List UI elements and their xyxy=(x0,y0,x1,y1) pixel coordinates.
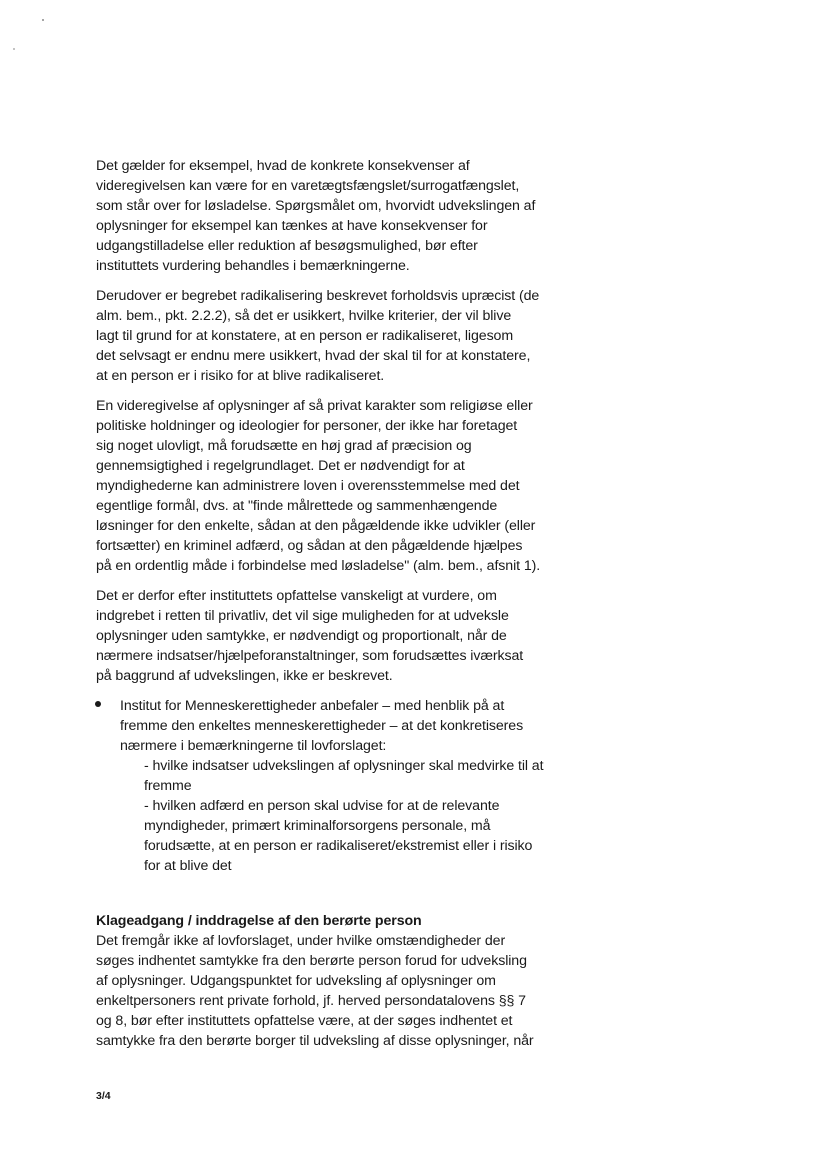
text-line: samtykke fra den berørte borger til udveksling af disse oplysninger, når xyxy=(96,1033,534,1049)
text-line: fremme den enkeltes menneskerettigheder – at det konkretiseres xyxy=(120,718,524,734)
page-number: 3/4 xyxy=(96,1090,111,1102)
body-text xyxy=(96,156,576,876)
text-line: videregivelsen kan være for en varetægtsfængslet/surrogatfængslet, xyxy=(96,178,520,194)
text-line: på baggrund af udvekslingen, ikke er beskrevet. xyxy=(96,668,393,684)
text-line: sig noget ulovligt, må forudsætte en høj grad af præcision og xyxy=(96,438,472,454)
bullet-icon xyxy=(95,701,101,707)
text-line: gennemsigtighed i regelgrundlaget. Det er nødvendigt for at xyxy=(96,458,465,474)
text-line: søges indhentet samtykke fra den berørte person forud for udveksling xyxy=(96,953,527,969)
text-line: lagt til grund for at konstatere, at en person er radikaliseret, ligesom xyxy=(96,328,514,344)
text-line: for at blive det xyxy=(144,858,232,874)
scan-speck xyxy=(13,48,15,50)
text-line: instituttets vurdering behandles i bemærkningerne. xyxy=(96,258,410,274)
text-line: myndighederne kan administrere loven i overensstemmelse med det xyxy=(96,478,520,494)
text-line: oplysninger for eksempel kan tænkes at have konsekvenser for xyxy=(96,218,488,234)
text-line: oplysninger uden samtykke, er nødvendigt og proportionalt, når de xyxy=(96,628,507,644)
recommendation-sub-items xyxy=(144,756,576,876)
text-line: - hvilken adfærd en person skal udvise for at de relevante xyxy=(144,798,500,814)
paragraph-privacy xyxy=(96,586,576,686)
text-line: fortsætter) en kriminel adfærd, og sådan at den pågældende hjælpes xyxy=(96,538,523,554)
text-line: Det er derfor efter instituttets opfattelse vanskeligt at vurdere, om xyxy=(96,588,497,604)
text-line: nærmere indsatser/hjælpeforanstaltninger, som forudsættes iværksat xyxy=(96,648,524,664)
recommendation-text xyxy=(120,696,576,756)
text-line: - hvilke indsatser udvekslingen af oplysninger skal medvirke til at xyxy=(144,758,544,774)
text-line: udgangstilladelse eller reduktion af besøgsmulighed, bør efter xyxy=(96,238,478,254)
text-line: af oplysninger. Udgangspunktet for udveksling af oplysninger om xyxy=(96,973,496,989)
text-line: alm. bem., pkt. 2.2.2), så det er usikkert, hvilke kriterier, der vil blive xyxy=(96,308,512,324)
text-line: Det fremgår ikke af lovforslaget, under hvilke omstændigheder der xyxy=(96,933,506,949)
text-line: løsninger for den enkelte, sådan at den pågældende ikke udvikler (eller xyxy=(96,518,536,534)
text-line: Institut for Menneskerettigheder anbefaler – med henblik på at xyxy=(120,698,505,714)
text-line: nærmere i bemærkningerne til lovforslaget: xyxy=(120,738,387,754)
text-line: forudsætte, at en person er radikaliseret/ekstremist eller i risiko xyxy=(144,838,533,854)
text-line: Derudover er begrebet radikalisering beskrevet forholdsvis upræcist (de xyxy=(96,288,540,304)
text-line: myndigheder, primært kriminalforsorgens personale, må xyxy=(144,818,491,834)
recommendation-bullet xyxy=(96,696,576,876)
text-line: indgrebet i retten til privatliv, det vil sige muligheden for at udveksle xyxy=(96,608,509,624)
text-line: En videregivelse af oplysninger af så privat karakter som religiøse eller xyxy=(96,398,533,414)
text-line: fremme xyxy=(144,778,192,794)
paragraph-radicalisation xyxy=(96,286,576,386)
text-line: som står over for løsladelse. Spørgsmålet om, hvorvidt udvekslingen af xyxy=(96,198,536,214)
scan-speck xyxy=(42,19,44,21)
text-line: politiske holdninger og ideologier for personer, der ikke har foretaget xyxy=(96,418,518,434)
text-line: det selvsagt er endnu mere usikkert, hvad der skal til for at konstatere, xyxy=(96,348,531,364)
text-line: og 8, bør efter instituttets opfattelse være, at der søges indhentet et xyxy=(96,1013,513,1029)
text-line: at en person er i risiko for at blive radikaliseret. xyxy=(96,368,385,384)
text-line: enkeltpersoners rent private forhold, jf. herved persondatalovens §§ 7 xyxy=(96,993,526,1009)
text-line: egentlige formål, dvs. at "finde målrettede og sammenhængende xyxy=(96,498,498,514)
paragraph-disclosure xyxy=(96,396,576,576)
section-complaint-access xyxy=(96,911,576,1051)
text-line: på en ordentlig måde i forbindelse med løsladelse" (alm. bem., afsnit 1). xyxy=(96,558,541,574)
text-line: Det gælder for eksempel, hvad de konkrete konsekvenser af xyxy=(96,158,470,174)
paragraph-consequences xyxy=(96,156,576,276)
section-heading: Klageadgang / inddragelse af den berørte person xyxy=(96,913,422,929)
